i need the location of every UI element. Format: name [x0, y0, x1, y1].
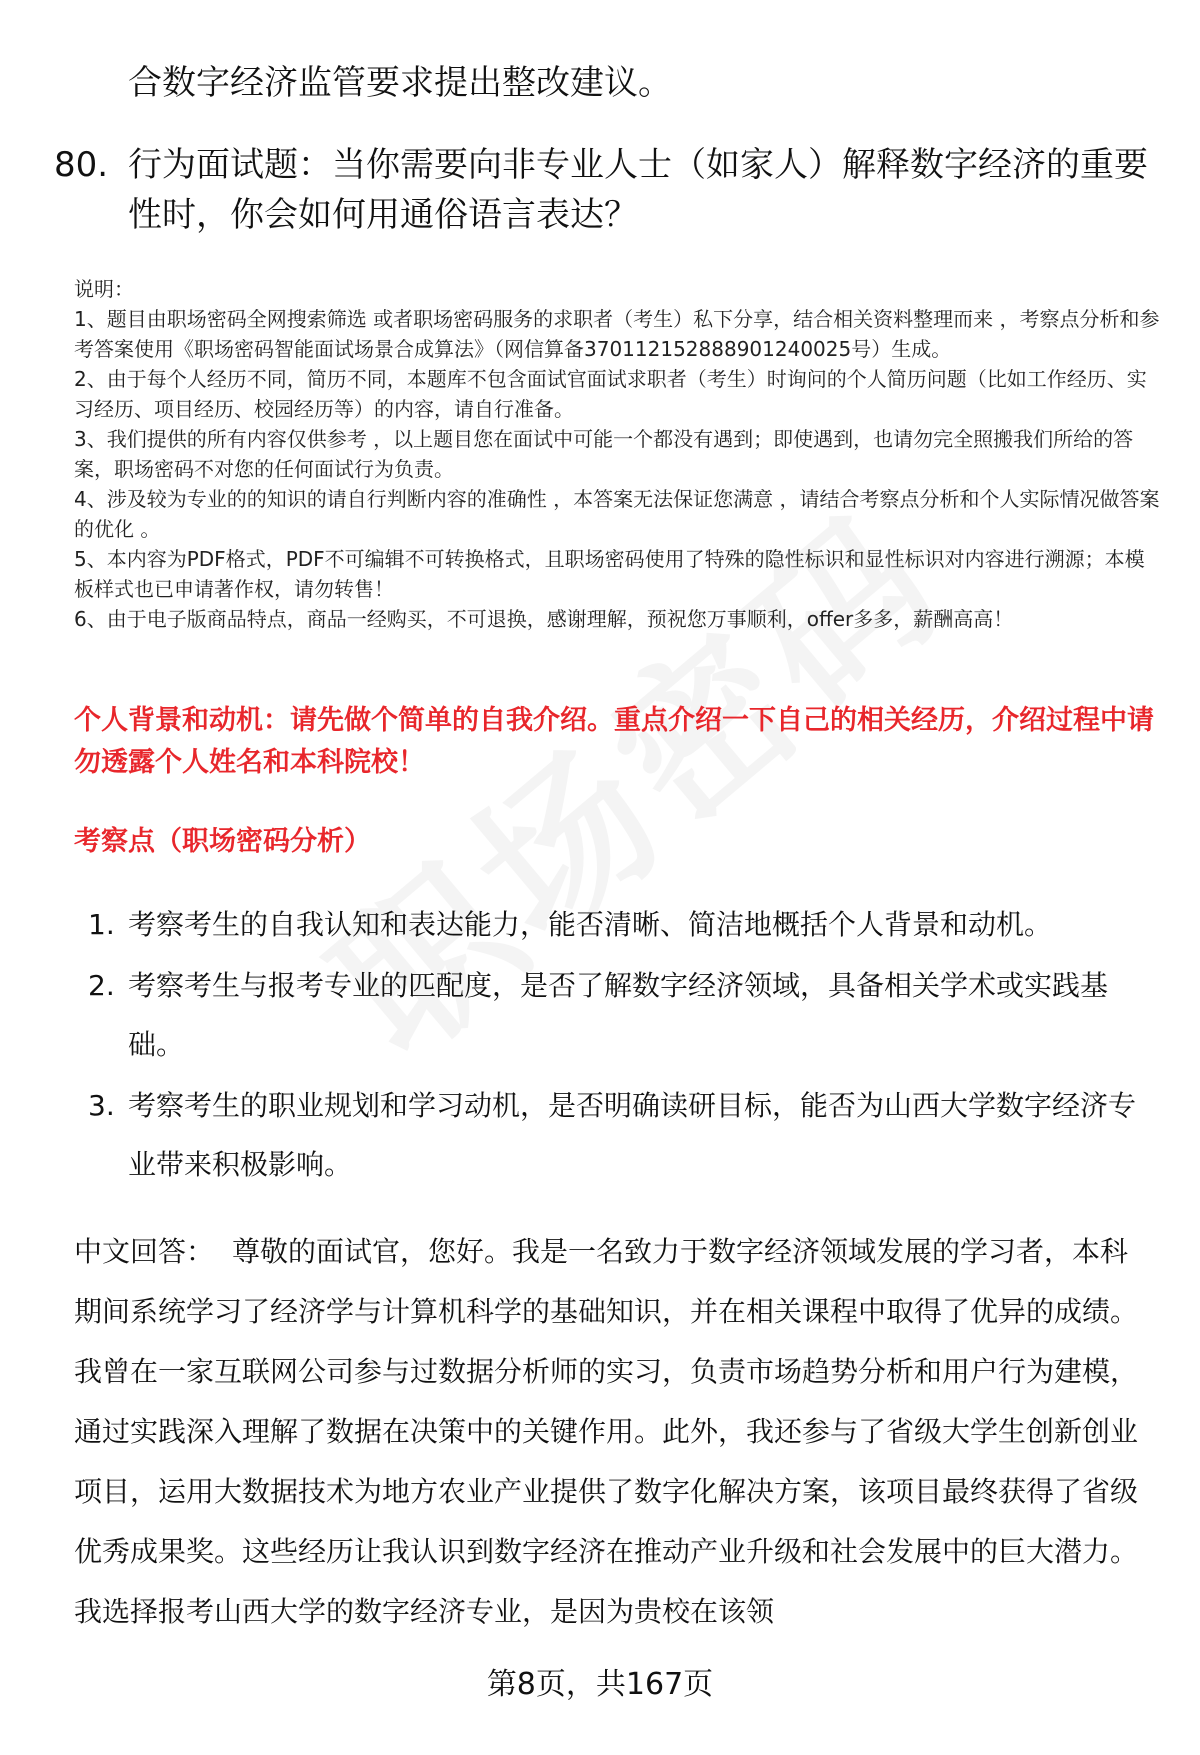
point-text: 考察考生的自我认知和表达能力，能否清晰、简洁地概括个人背景和动机。 [128, 908, 1053, 941]
analysis-point [74, 1076, 1154, 1194]
analysis-points [74, 895, 1154, 1196]
note-item: 2、由于每个人经历不同，简历不同，本题库不包含面试官面试求职者（考生）时询问的个人简历问题（比如工作经历、实习经历、项目经历、校园经历等）的内容，请自行准备。 [74, 367, 1147, 421]
question-number: 80. [54, 145, 109, 185]
analysis-point [74, 956, 1154, 1074]
previous-question-tail: 合数字经济监管要求提出整改建议。 [128, 63, 672, 103]
analysis-heading: 考察点（职场密码分析） [74, 826, 371, 857]
question-80 [54, 140, 1154, 240]
point-text: 考察考生的职业规划和学习动机，是否明确读研目标，能否为山西大学数字经济专业带来积极影响。 [128, 1089, 1137, 1181]
answer-label: 中文回答： [74, 1235, 215, 1268]
note-item: 3、我们提供的所有内容仅供参考 ，以上题目您在面试中可能一个都没有遇到；即使遇到，也请勿完全照搬我们所给的答案，职场密码不对您的任何面试行为负责。 [74, 427, 1134, 481]
answer-text: 尊敬的面试官，您好。我是一名致力于数字经济领域发展的学习者，本科期间系统学习了经济学与计算机科学的基础知识，并在相关课程中取得了优异的成绩。我曾在一家互联网公司参与过数据分析师的实习，负责市场趋势分析和用户行为建模，通过实践深入理解了数据在决策中的关键作用。此外，我还参与了省级大学生创新创业项目，运用大数据技术为地方农业产业提供了数字化解决方案，该项目最终获得了省级优秀成果奖。这些经历让我认识到数字经济在推动产业升级和社会发展中的巨大潜力。我选择报考山西大学的数字经济专业，是因为贵校在该领 [74, 1235, 1139, 1628]
note-item: 4、涉及较为专业的的知识的请自行判断内容的准确性 ，本答案无法保证您满意 ，请结合考察点分析和个人实际情况做答案的优化 。 [74, 487, 1160, 541]
note-item: 1、题目由职场密码全网搜索筛选 或者职场密码服务的求职者（考生）私下分享，结合相关资料整理而来 ，考察点分析和参考答案使用《职场密码智能面试场景合成算法》（网信算备370112152888901240025号）生成。 [74, 307, 1160, 361]
note-item: 6、由于电子版商品特点，商品一经购买，不可退换，感谢理解，预祝您万事顺利，offer多多，薪酬高高！ [74, 607, 1014, 631]
analysis-point [74, 895, 1154, 954]
point-number: 3. [88, 1089, 115, 1122]
point-number: 1. [88, 908, 115, 941]
page-footer: 第8页，共167页 [486, 1667, 714, 1702]
answer-block [74, 1222, 1156, 1642]
section-heading: 个人背景和动机：请先做个简单的自我介绍。重点介绍一下自己的相关经历，介绍过程中请勿透露个人姓名和本科院校！ [74, 705, 1154, 778]
point-text: 考察考生与报考专业的匹配度，是否了解数字经济领域，具备相关学术或实践基础。 [128, 969, 1109, 1061]
question-text: 行为面试题：当你需要向非专业人士（如家人）解释数字经济的重要性时，你会如何用通俗语言表达？ [128, 145, 1148, 235]
notes-title: 说明： [74, 277, 134, 301]
notes-block [74, 274, 1164, 634]
point-number: 2. [88, 969, 115, 1002]
note-item: 5、本内容为PDF格式，PDF不可编辑不可转换格式，且职场密码使用了特殊的隐性标识和显性标识对内容进行溯源；本模板样式也已申请著作权，请勿转售！ [74, 547, 1145, 601]
